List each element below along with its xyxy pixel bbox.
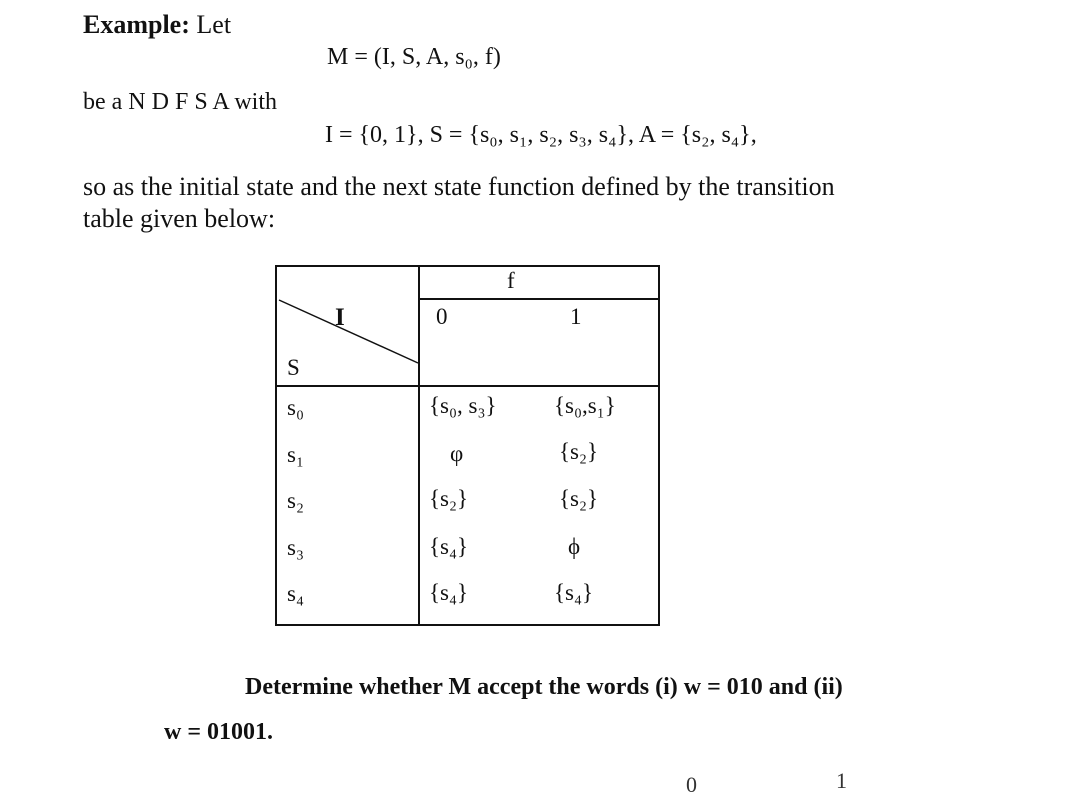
state-cell: s₃ bbox=[287, 535, 304, 560]
transition-cell: {s₀, s₃} bbox=[429, 393, 497, 418]
function-header-divider bbox=[418, 298, 658, 300]
input-header-0: 0 bbox=[436, 304, 448, 329]
machine-definition: M = (I, S, A, s₀, f) bbox=[327, 44, 501, 70]
column-divider bbox=[418, 267, 420, 624]
transition-table bbox=[275, 265, 660, 626]
transition-cell: {s₄} bbox=[429, 534, 469, 559]
cutoff-label-0: 0 bbox=[686, 772, 697, 797]
question-line-2: w = 01001. bbox=[164, 719, 274, 745]
transition-cell: {s₂} bbox=[559, 439, 599, 464]
paragraph-line-1: so as the initial state and the next state function defined by the transition bbox=[83, 172, 835, 201]
be-line: be a N D F S A with bbox=[83, 89, 278, 115]
state-cell: s₀ bbox=[287, 395, 304, 420]
transition-cell: ϕ bbox=[568, 534, 581, 559]
function-header: f bbox=[507, 268, 515, 293]
transition-cell: {s₄} bbox=[554, 580, 594, 605]
input-header-1: 1 bbox=[570, 304, 582, 329]
sets-line: I = {0, 1}, S = {s₀, s₁, s₂, s₃, s₄}, A = {s₂, s₄}, bbox=[325, 122, 757, 148]
question-line-1: Determine whether M accept the words (i) w = 010 and (ii) bbox=[245, 674, 843, 700]
state-corner-label: S bbox=[287, 355, 300, 380]
state-cell: s₂ bbox=[287, 488, 304, 513]
input-corner-label: I bbox=[335, 304, 345, 331]
example-heading bbox=[83, 10, 231, 40]
cutoff-label-1: 1 bbox=[836, 768, 847, 793]
transition-cell: {s₀,s₁} bbox=[554, 393, 616, 418]
example-label: Example: bbox=[83, 10, 190, 39]
transition-cell: φ bbox=[450, 441, 464, 466]
transition-cell: {s₂} bbox=[559, 486, 599, 511]
transition-cell: {s₂} bbox=[429, 486, 469, 511]
transition-cell: {s₄} bbox=[429, 580, 469, 605]
example-text: Let bbox=[189, 10, 232, 39]
paragraph-line-2: table given below: bbox=[83, 204, 276, 233]
header-divider bbox=[277, 385, 658, 387]
state-cell: s₄ bbox=[287, 581, 304, 606]
state-cell: s₁ bbox=[287, 442, 304, 467]
